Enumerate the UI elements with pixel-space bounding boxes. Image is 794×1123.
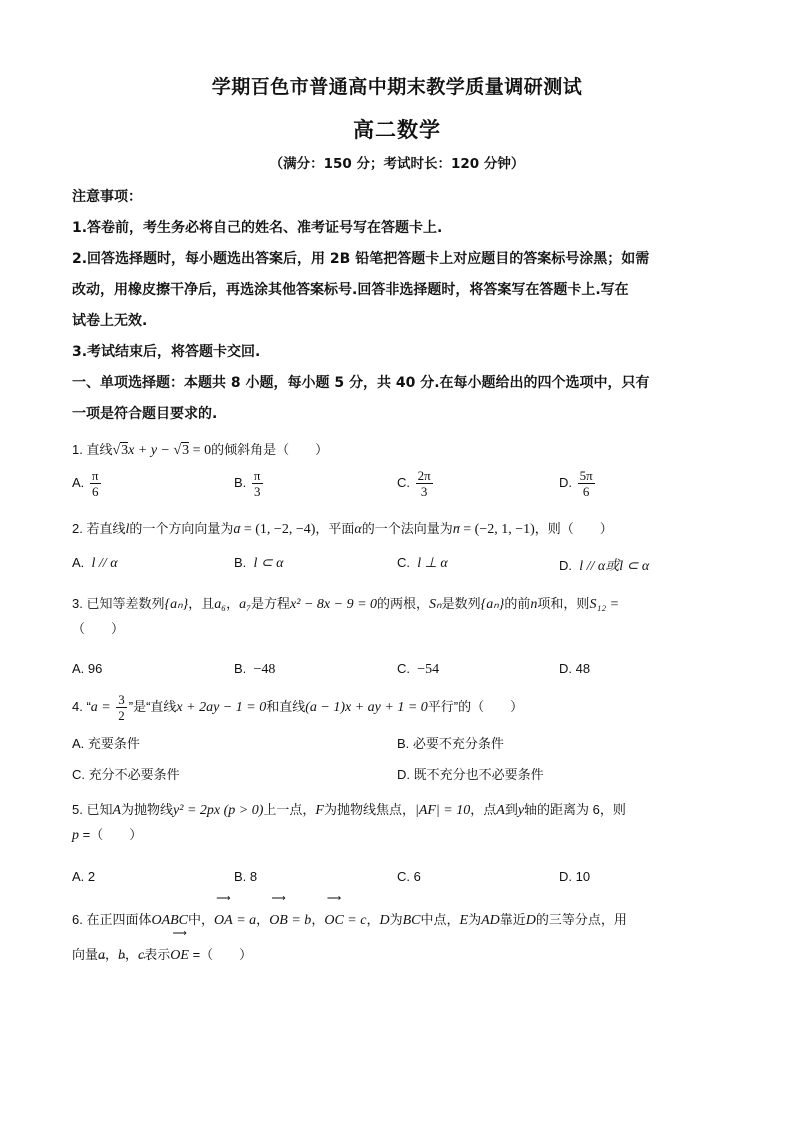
fraction: $\frac{\pi}{6}$ — [91, 468, 99, 499]
q3-options — [72, 661, 722, 683]
question-3: 3. 已知等差数列{aₙ}，且a₆，a₇是方程x² − 8x − 9 = 0的两根，Sₙ是数列{aₙ}的前n项和，则S₁₂ = （ ） — [72, 596, 620, 636]
notes-heading: 注意事项： — [72, 189, 142, 205]
section-heading: 一、单项选择题：本题共 8 小题，每小题 5 分，共 40 分.在每小题给出的四个选项中，只有 — [72, 375, 650, 391]
exam-meta: （满分：150 分；考试时长：120 分钟） — [269, 156, 525, 172]
note-line: 1.答卷前，考生务必将自己的姓名、准考证号写在答题卡上. — [72, 220, 443, 236]
exam-title: 学期百色市普通高中期末教学质量调研测试 — [211, 76, 583, 98]
q4-option-c[interactable]: C. 充分不必要条件 — [72, 767, 180, 782]
q3-option-b[interactable]: B. −48 — [234, 661, 276, 677]
fraction: $\frac{\pi}{3}$ — [253, 468, 261, 499]
q2-option-c[interactable]: C. l ⊥ α — [397, 555, 448, 571]
q3-option-a[interactable]: A. 96 — [72, 661, 103, 676]
question-5: 5. 已知A为抛物线y² = 2px (p > 0)上一点，F为抛物线焦点，|AF| = 10，点A到y轴的距离为 6，则 p =（ ） — [72, 802, 626, 843]
q4-options-row2 — [72, 764, 722, 786]
notes-section — [72, 182, 722, 430]
q5-options — [72, 869, 722, 891]
vector-oe: ⟶ OE — [170, 939, 189, 973]
q2-option-a[interactable]: A. l // α — [72, 555, 118, 571]
q1-option-d[interactable]: D. $\frac{5\pi}{6}$ — [559, 468, 593, 499]
q5-option-d[interactable]: D. 10 — [559, 869, 591, 884]
vector-n: → n — [453, 522, 460, 537]
note-line: 2.回答选择题时，每小题选出答案后，用 2B 铅笔把答题卡上对应题目的答案标号涂黑；如需 — [72, 251, 650, 267]
q5-option-a[interactable]: A. 2 — [72, 869, 96, 884]
q1-option-b[interactable]: B. $\frac{\pi}{3}$ — [234, 468, 261, 499]
q4-options-row1 — [72, 733, 722, 755]
q2-option-b[interactable]: B. l ⊂ α — [234, 555, 284, 571]
vector-ob: ⟶ OB — [269, 904, 288, 938]
q4-option-a[interactable]: A. 充要条件 — [72, 736, 140, 751]
q1-options — [72, 468, 722, 508]
question-6: 6. 在正四面体OABC中，⟶ OA = a，⟶ OB = b，⟶ OC = c，D为BC中点，E为AD靠近D的三等分点，用 向量→ a，→ b，→ c表示⟶ OE =（ ） — [72, 903, 722, 973]
q1-option-c[interactable]: C. $\frac{2\pi}{3}$ — [397, 468, 431, 499]
q3-option-d[interactable]: D. 48 — [559, 661, 591, 676]
q1-expr-end: = 0 — [189, 443, 212, 458]
note-line: 3.考试结束后，将答题卡交回. — [72, 344, 261, 360]
q2-option-d[interactable]: D. l // α或l ⊂ α — [559, 558, 650, 574]
question-2: 2. 若直线l的一个方向向量为→ a = (1, −2, −4)，平面α的一个法向量为→ n = (−2, 1, −1)，则（ ） — [72, 517, 722, 542]
note-line: 改动，用橡皮擦干净后，再选涂其他答案标号.回答非选择题时，将答案写在答题卡上.写在 — [72, 282, 629, 298]
q5-option-b[interactable]: B. 8 — [234, 869, 258, 884]
q1-sqrt-b: 3 — [182, 443, 190, 458]
q1-sqrt-a: 3 — [121, 443, 129, 458]
q4-option-b[interactable]: B. 必要不充分条件 — [397, 736, 504, 751]
vector-oa: ⟶ OA — [214, 904, 233, 938]
question-1: 1. 直线√3x + y − √3 = 0的倾斜角是（ ） — [72, 442, 329, 458]
q1-option-a[interactable]: A. $\frac{\pi}{6}$ — [72, 468, 99, 499]
section-heading-cont: 一项是符合题目要求的. — [72, 406, 218, 422]
q1-expr: x + y − — [128, 443, 174, 458]
q1-suffix: 的倾斜角是（ ） — [211, 442, 329, 457]
q2-options — [72, 555, 722, 577]
q3-option-c[interactable]: C. −54 — [397, 661, 440, 677]
vector-a: → a — [233, 522, 240, 537]
question-4: 4. “a = $\frac{3}{2}$ ”是“直线x + 2ay − 1 = 0和直线(a − 1)x + ay + 1 = 0平行”的（ ） — [72, 692, 524, 723]
fraction: $\frac{5\pi}{6}$ — [579, 468, 593, 499]
q5-option-c[interactable]: C. 6 — [397, 869, 421, 884]
fraction: $\frac{2\pi}{3}$ — [417, 468, 431, 499]
vector-oc: ⟶ OC — [324, 904, 343, 938]
fraction: $\frac{3}{2}$ — [118, 692, 125, 723]
q4-option-d[interactable]: D. 既不充分也不必要条件 — [397, 767, 544, 782]
note-line: 试卷上无效. — [72, 313, 148, 329]
q1-prefix: 1. 直线 — [72, 442, 113, 457]
exam-subject: 高二数学 — [353, 118, 441, 142]
